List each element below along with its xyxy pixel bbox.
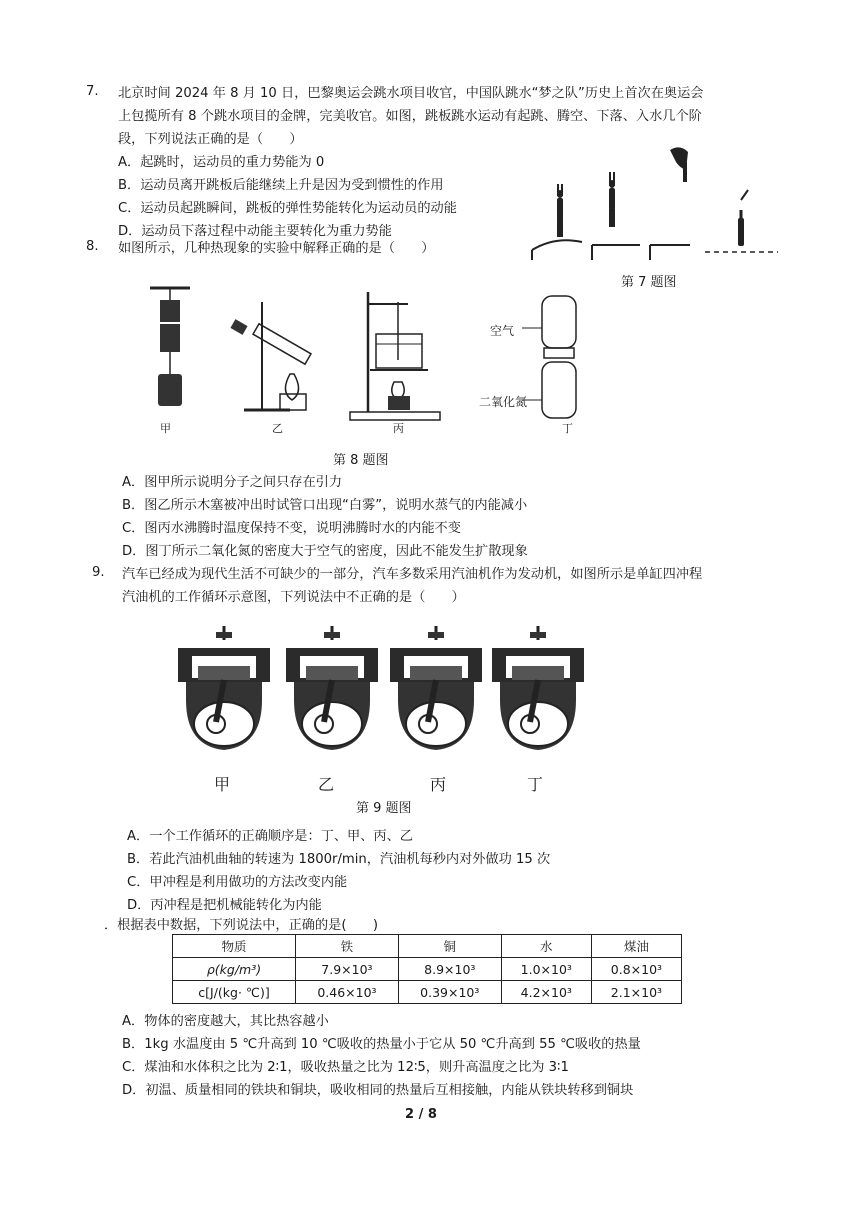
q7-option-d: D．运动员下落过程中动能主要转化为重力势能 — [118, 224, 392, 239]
q9-option-a: A．一个工作循环的正确顺序是：丁、甲、丙、乙 — [127, 829, 413, 844]
q10-option-c: C．煤油和水体积之比为 2∶1，吸收热量之比为 12∶5，则升高温度之比为 3∶1 — [122, 1060, 569, 1075]
table-row — [173, 981, 682, 1004]
q8-option-d: D．图丁所示二氧化氮的密度大于空气的密度，因此不能发生扩散现象 — [122, 544, 528, 559]
q8-option-c: C．图丙水沸腾时温度保持不变，说明沸腾时水的内能不变 — [122, 521, 461, 536]
q9-option-d: D．丙冲程是把机械能转化为内能 — [127, 898, 322, 913]
q8-label-air: 空气 — [490, 324, 515, 338]
q8-caption: 第 8 题图 — [333, 453, 389, 468]
q10-option-b: B．1kg 水温度由 5 ℃升高到 10 ℃吸收的热量小于它从 50 ℃升高到 55 ℃吸收的热量 — [122, 1037, 641, 1052]
q9-caption: 第 9 题图 — [356, 801, 412, 816]
table-row-label: c[J/(kg· ℃)] — [173, 981, 296, 1004]
q9-stem-line-2: 汽油机的工作循环示意图，下列说法中不正确的是（ ） — [122, 590, 465, 605]
q8-label-no2: 二氧化氮 — [479, 395, 528, 409]
q10-data-table — [172, 934, 682, 1004]
q9-fig-label-jia: 甲 — [214, 775, 231, 794]
table-header-cell: 物质 — [173, 935, 296, 958]
q8-option-a: A．图甲所示说明分子之间只存在引力 — [122, 475, 343, 490]
q8-bottles-drawing — [522, 296, 576, 418]
q10-stem: ．根据表中数据，下列说法中，正确的是( ) — [104, 918, 379, 933]
q7-diving-figure — [520, 140, 780, 270]
q7-option-b: B．运动员离开跳板后能继续上升是因为受到惯性的作用 — [118, 178, 444, 193]
table-header-row — [173, 935, 682, 958]
table-header-cell: 煤油 — [591, 935, 681, 958]
q7-stem-line-2: 上包揽所有 8 个跳水项目的金牌，完美收官。如图，跳板跳水运动有起跳、腾空、下落、入水几个阶 — [118, 109, 702, 124]
table-cell: 2.1×10³ — [591, 981, 681, 1004]
q9-option-b: B．若此汽油机曲轴的转速为 1800r/min，汽油机每秒内对外做功 15 次 — [127, 852, 551, 867]
q9-number: 9. — [92, 565, 105, 580]
q8-fig-label-jia: 甲 — [160, 422, 171, 435]
table-header-cell: 水 — [501, 935, 591, 958]
q7-stem-line-1: 北京时间 2024 年 8 月 10 日，巴黎奥运会跳水项目收官，中国队跳水“梦之队”历史上首次在奥运会 — [118, 86, 704, 101]
q8-fig-label-ding: 丁 — [562, 422, 573, 435]
q8-lead-blocks-drawing — [150, 288, 190, 406]
table-cell: 0.8×10³ — [591, 958, 681, 981]
q7-stem-line-3: 段，下列说法正确的是（ ） — [118, 132, 303, 147]
table-header-cell: 铜 — [398, 935, 501, 958]
q10-option-a: A．物体的密度越大，其比热容越小 — [122, 1014, 329, 1029]
table-cell: 7.9×10³ — [296, 958, 399, 981]
page-number: 2 / 8 — [405, 1107, 437, 1122]
table-row — [173, 958, 682, 981]
q7-number: 7. — [86, 84, 99, 99]
q8-fig-label-bing: 丙 — [393, 422, 404, 435]
table-cell: 8.9×10³ — [398, 958, 501, 981]
q8-fig-label-yi: 乙 — [272, 422, 283, 435]
q10-option-d: D．初温、质量相同的铁块和铜块，吸收相同的热量后互相接触，内能从铁块转移到铜块 — [122, 1083, 634, 1098]
table-row-label: ρ(kg/m³) — [173, 958, 296, 981]
q9-fig-label-yi: 乙 — [318, 775, 335, 794]
q9-fig-label-bing: 丙 — [430, 775, 447, 794]
q9-fig-label-ding: 丁 — [527, 775, 544, 794]
table-cell: 1.0×10³ — [501, 958, 591, 981]
table-header-cell: 铁 — [296, 935, 399, 958]
q9-engine-figure — [176, 626, 596, 766]
q8-test-tube-drawing — [230, 302, 311, 410]
table-cell: 0.46×10³ — [296, 981, 399, 1004]
q8-option-b: B．图乙所示木塞被冲出时试管口出现“白雾”，说明水蒸气的内能减小 — [122, 498, 528, 513]
q7-caption: 第 7 题图 — [621, 275, 677, 290]
q7-option-a: A．起跳时，运动员的重力势能为 0 — [118, 155, 325, 170]
q9-option-c: C．甲冲程是利用做功的方法改变内能 — [127, 875, 348, 890]
q9-stem-line-1: 汽车已经成为现代生活不可缺少的一部分，汽车多数采用汽油机作为发动机，如图所示是单缸四冲程 — [122, 567, 703, 582]
table-cell: 0.39×10³ — [398, 981, 501, 1004]
table-cell: 4.2×10³ — [501, 981, 591, 1004]
q8-number: 8. — [86, 239, 99, 254]
q7-option-c: C．运动员起跳瞬间，跳板的弹性势能转化为运动员的动能 — [118, 201, 457, 216]
q8-boiling-drawing — [350, 292, 440, 420]
q8-stem: 如图所示，几种热现象的实验中解释正确的是（ ） — [118, 241, 435, 256]
